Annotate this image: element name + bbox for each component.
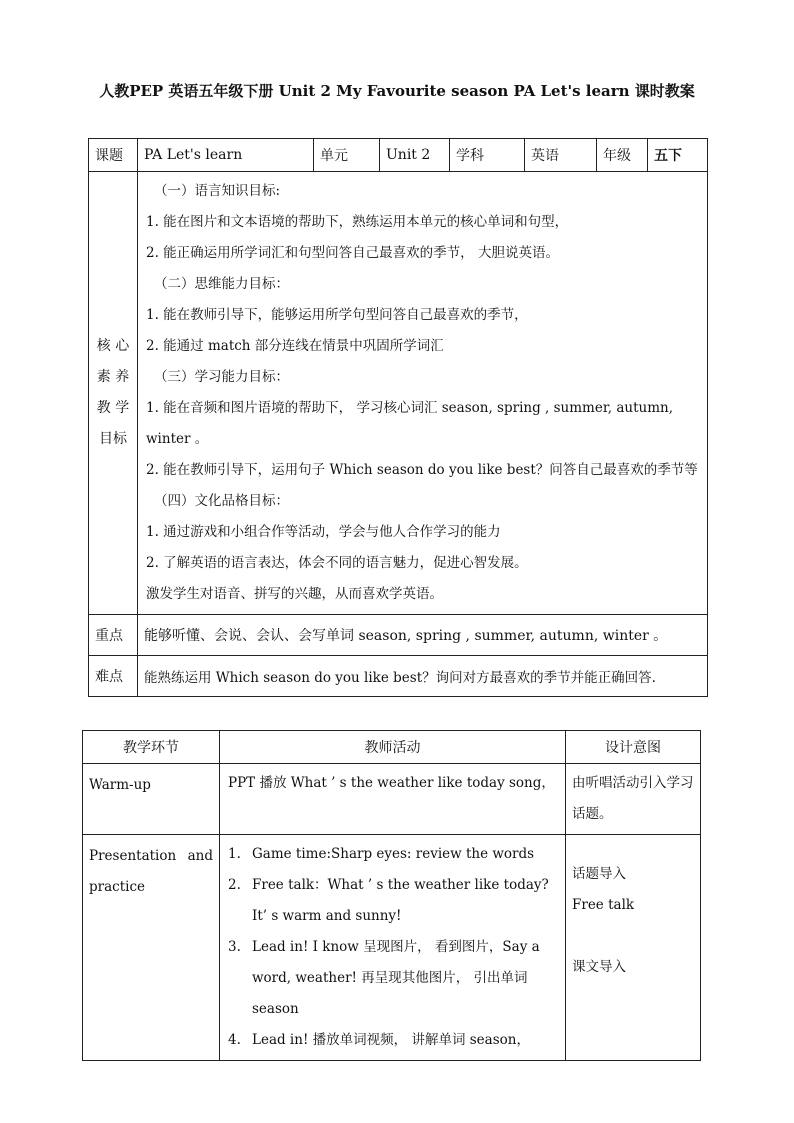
key-point-text: 能够听懂、会说、会认、会写单词 season, spring , summer, autumn, winter 。 — [138, 615, 708, 656]
subject-label: 学科 — [450, 139, 525, 172]
difficulty-label: 难点 — [89, 656, 138, 697]
objective-item: 激发学生对语音、拼写的兴趣，从而喜欢学英语。 — [146, 586, 443, 602]
objective-item: 2. 能在教师引导下，运用句子 Which season do you like best？问答自己最喜欢的季节等 — [146, 462, 698, 478]
objective-heading: （二）思维能力目标： — [154, 276, 289, 292]
info-header-row — [89, 139, 708, 172]
objective-item: 2. 能通过 match 部分连线在情景中巩固所学词汇 — [146, 338, 444, 354]
objective-item: 1. 能在音频和图片语境的帮助下， 学习核心词汇 season, spring , summer, autumn, winter 。 — [146, 400, 674, 447]
difficulty-text: 能熟练运用 Which season do you like best？询问对方最喜欢的季节并能正确回答. — [138, 656, 708, 697]
objective-item: 1. 通过游戏和小组合作等活动，学会与他人合作学习的能力 — [146, 524, 501, 540]
objective-item: 1. 能在图片和文本语境的帮助下，熟练运用本单元的核心单词和句型， — [146, 214, 569, 230]
subject-value: 英语 — [525, 139, 597, 172]
unit-value: Unit 2 — [380, 139, 450, 172]
warmup-activity: PPT 播放 What ’ s the weather like today song， — [220, 764, 566, 835]
header-intent: 设计意图 — [566, 731, 701, 764]
objective-item: 2. 了解英语的语言表达，体会不同的语言魅力，促进心智发展。 — [146, 555, 528, 571]
topic-label: 课题 — [89, 139, 138, 172]
objectives-row — [89, 172, 708, 615]
objective-heading: （三）学习能力目标： — [154, 369, 289, 385]
header-stage: 教学环节 — [83, 731, 220, 764]
warmup-row — [83, 764, 701, 835]
activity-step: 3. Lead in! I know 呈现图片， 看到图片，Say a word, weather! 再呈现其他图片， 引出单词 season — [228, 939, 540, 1017]
key-point-label: 重点 — [89, 615, 138, 656]
teaching-process-table — [82, 730, 701, 1061]
warmup-stage: Warm-up — [83, 764, 220, 835]
header-activity: 教师活动 — [220, 731, 566, 764]
topic-value: PA Let's learn — [138, 139, 314, 172]
objective-item: 2. 能正确运用所学词汇和句型问答自己最喜欢的季节， 大胆说英语。 — [146, 245, 559, 261]
objective-heading: （四）文化品格目标： — [154, 493, 289, 509]
presentation-activity — [220, 835, 566, 1061]
lesson-info-table — [88, 138, 708, 697]
presentation-row — [83, 835, 701, 1061]
warmup-intent: 由听唱活动引入学习话题。 — [566, 764, 701, 835]
grade-label: 年级 — [597, 139, 648, 172]
objectives-side-label: 核 心 素 养 教 学 目标 — [89, 172, 138, 615]
presentation-intent: 话题导入 Free talk 课文导入 — [566, 835, 701, 1061]
activity-step: 1. Game time:Sharp eyes: review the words — [228, 846, 535, 862]
activity-step: 4. Lead in! 播放单词视频， 讲解单词 season， — [228, 1032, 530, 1048]
grade-value: 五下 — [648, 139, 708, 172]
process-header-row — [83, 731, 701, 764]
key-point-row — [89, 615, 708, 656]
objectives-content — [138, 172, 708, 615]
objective-item: 1. 能在教师引导下，能够运用所学句型问答自己最喜欢的季节， — [146, 307, 528, 323]
difficulty-row — [89, 656, 708, 697]
unit-label: 单元 — [314, 139, 380, 172]
presentation-stage: Presentation and practice — [83, 835, 220, 1061]
activity-step: 2. Free talk：What ’ s the weather like today? It’ s warm and sunny! — [228, 877, 549, 924]
document-title: 人教PEP 英语五年级下册 Unit 2 My Favourite season PA Let's learn 课时教案 — [99, 82, 695, 100]
objective-heading: （一）语言知识目标: — [154, 183, 281, 199]
